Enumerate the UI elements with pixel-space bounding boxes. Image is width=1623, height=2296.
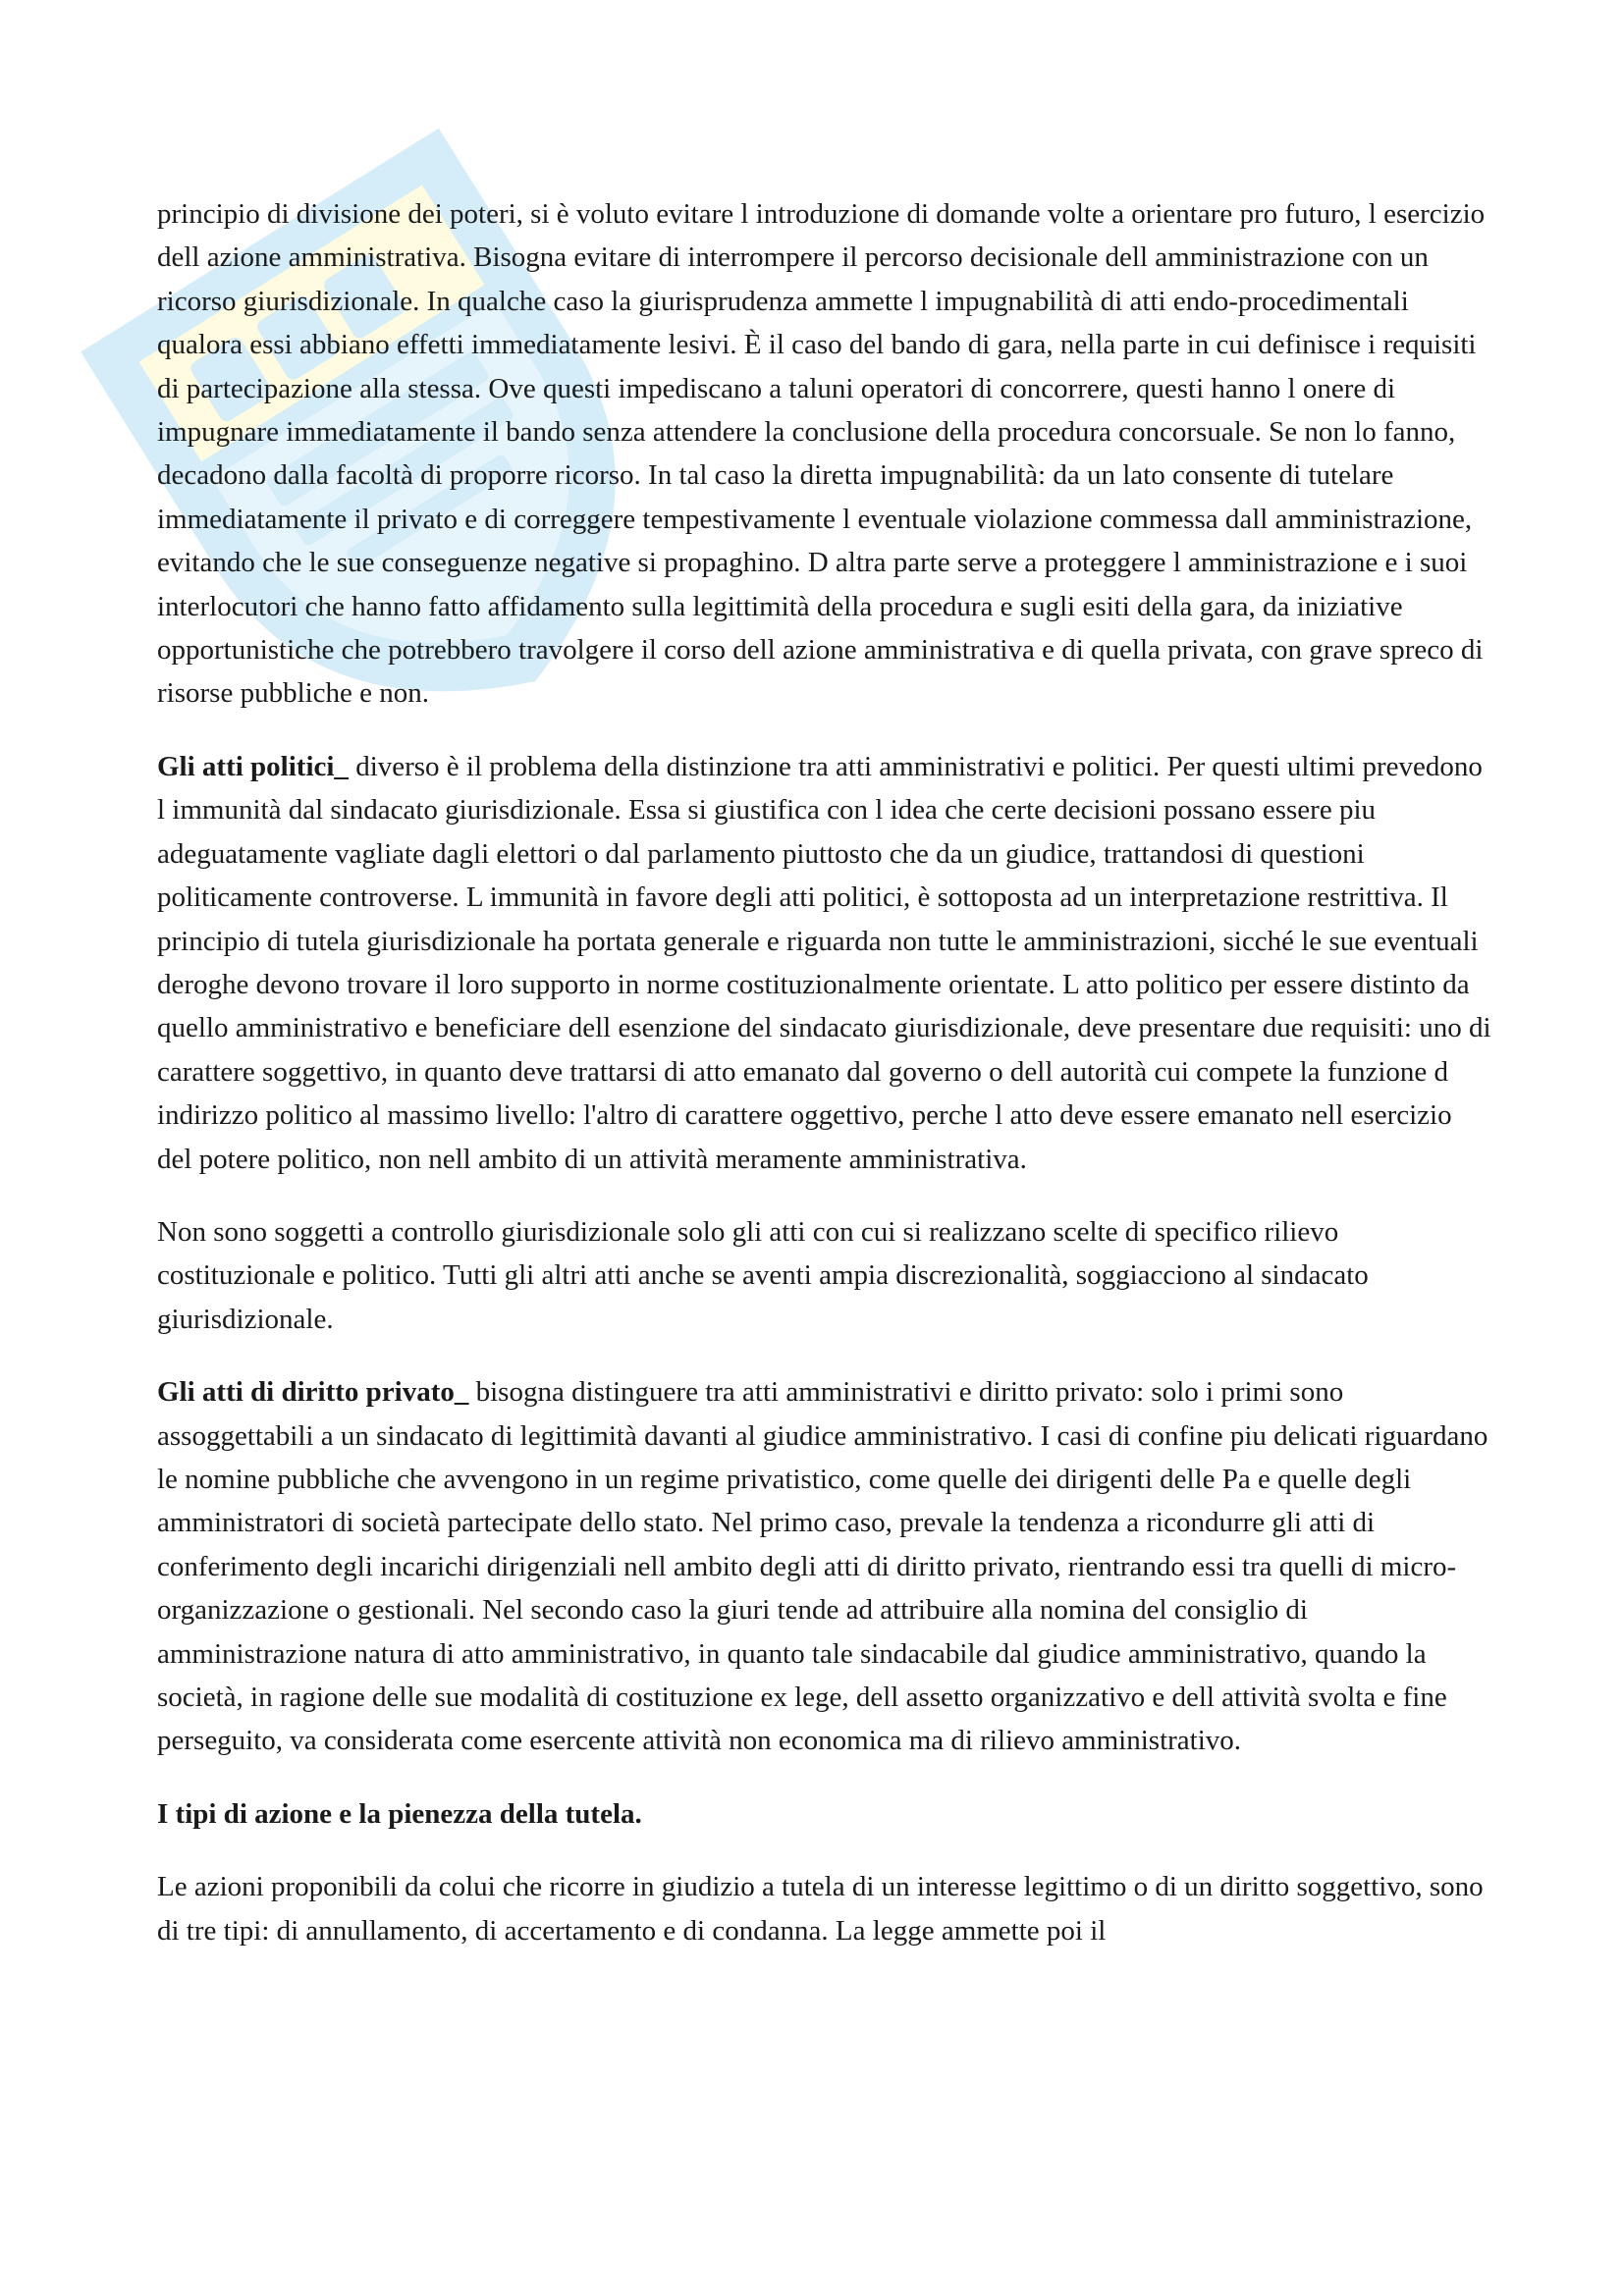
section-lead-atti-diritto-privato: Gli atti di diritto privato_ xyxy=(157,1376,469,1409)
paragraph-atti-diritto-privato-body: bisogna distinguere tra atti amministrativi e diritto privato: solo i primi sono assoggettabili a un sindacato di legittimità davanti al giudice amministrativo. I casi di confine piu delicati riguardano le nomine pubbliche che avvengono in un regime privatistico, come quelle dei dirigenti delle Pa e quelle degli amministratori di società partecipate dello stato. Nel primo caso, prevale la tendenza a ricondurre gli atti di conferimento degli incarichi dirigenziali nell ambito degli atti di diritto privato, rientrando essi tra quelli di micro-organizzazione o gestionali. Nel secondo caso la giuri tende ad attribuire alla nomina del consiglio di amministrazione natura di atto amministrativo, in quanto tale sindacabile dal giudice amministrativo, quando la società, in ragione delle sue modalità di costituzione ex lege, dell assetto organizzativo e dell attività svolta e fine perseguito, va considerata come esercente attività non economica ma di rilievo amministrativo. xyxy=(157,1376,1488,1757)
paragraph-atti-politici-body: diverso è il problema della distinzione tra atti amministrativi e politici. Per questi ultimi prevedono l immunità dal sindacato giurisdizionale. Essa si giustifica con l idea che certe decisioni possano essere piu adeguatamente vagliate dagli elettori o dal parlamento piuttosto che da un giudice, trattandosi di questioni politicamente controverse. L immunità in favore degli atti politici, è sottoposta ad un interpretazione restrittiva. Il principio di tutela giurisdizionale ha portata generale e riguarda non tutte le amministrazioni, sicché le sue eventuali deroghe devono trovare il loro supporto in norme costituzionalmente orientate. L atto politico per essere distinto da quello amministrativo e beneficiare dell esenzione del sindacato giurisdizionale, deve presentare due requisiti: uno di carattere soggettivo, in quanto deve trattarsi di atto emanato dal governo o dell autorità cui compete la funzione d indirizzo politico al massimo livello: l'altro di carattere oggettivo, perche l atto deve essere emanato nell esercizio del potere politico, non nell ambito di un attività meramente amministrativa. xyxy=(157,750,1491,1175)
section-heading-tipi-azione: I tipi di azione e la pienezza della tutela. xyxy=(157,1797,642,1830)
paragraph-intro: principio di divisione dei poteri, si è voluto evitare l introduzione di domande volte a orientare pro futuro, l esercizio dell azione amministrativa. Bisogna evitare di interrompere il percorso decisionale dell amministrazione con un ricorso giurisdizionale. In qualche caso la giurisprudenza ammette l impugnabilità di atti endo-procedimentali qualora essi abbiano effetti immediatamente lesivi. È il caso del bando di gara, nella parte in cui definisce i requisiti di partecipazione alla stessa. Ove questi impediscano a taluni operatori di concorrere, questi hanno l onere di impugnare immediatamente il bando senza attendere la conclusione della procedura concorsuale. Se non lo fanno, decadono dalla facoltà di proporre ricorso. In tal caso la diretta impugnabilità: da un lato consente di tutelare immediatamente il privato e di correggere tempestivamente l eventuale violazione commessa dall amministrazione, evitando che le sue conseguenze negative si propaghino. D altra parte serve a proteggere l amministrazione e i suoi interlocutori che hanno fatto affidamento sulla legittimità della procedura e sugli esiti della gara, da iniziative opportunistiche che potrebbero travolgere il corso dell azione amministrativa e di quella privata, con grave spreco di risorse pubbliche e non. xyxy=(157,198,1486,710)
paragraph-controllo-giurisdizionale: Non sono soggetti a controllo giurisdizionale solo gli atti con cui si realizzano scelte di specifico rilievo costituzionale e politico. Tutti gli altri atti anche se aventi ampia discrezionalità, soggiacciono al sindacato giurisdizionale. xyxy=(157,1215,1369,1335)
paragraph-atti-diritto-privato xyxy=(157,1370,1492,1763)
section-lead-atti-politici: Gli atti politici_ xyxy=(157,750,349,782)
document-page xyxy=(157,192,1492,1982)
paragraph-tipi-azione: Le azioni proponibili da colui che ricorre in giudizio a tutela di un interesse legittimo o di un diritto soggettivo, sono di tre tipi: di annullamento, di accertamento e di condanna. La legge ammette poi il xyxy=(157,1871,1484,1947)
paragraph-atti-politici xyxy=(157,745,1492,1181)
